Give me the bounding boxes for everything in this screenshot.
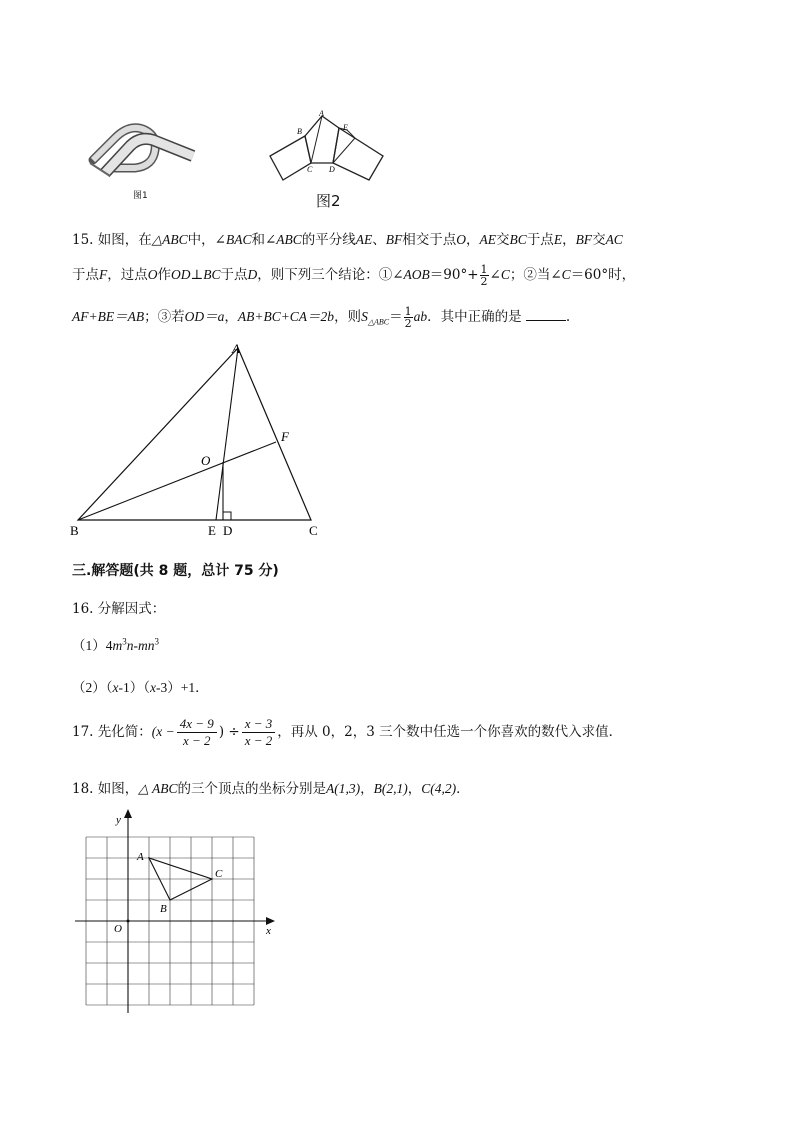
fig2-label-c: C — [307, 165, 313, 174]
x-axis-arrow — [266, 917, 275, 925]
q15-fig-label-c: C — [309, 523, 318, 538]
q18-coordinate-grid — [70, 808, 280, 1018]
q15-triangle-figure — [68, 338, 333, 543]
fraction-one-half-2: $\frac{1}{2}$ — [404, 305, 412, 330]
section-3-title: 三.解答题(共 8 题，总计 75 分) — [72, 563, 279, 579]
figure-1-knot — [85, 118, 200, 180]
q15-fig-label-f: F — [281, 429, 289, 444]
answer-blank[interactable] — [526, 308, 566, 321]
q16-part2: （2）（x-1）（x-3）+1． — [72, 680, 209, 695]
q15-fig-label-e: E — [208, 523, 216, 538]
q17-fraction-1: $\frac{4x - 9}{x - 2}$ — [177, 716, 217, 749]
fig2-label-b: B — [297, 127, 302, 136]
y-axis-label: y — [116, 814, 121, 826]
q16-part1: $(1)4m^3n-mn^3$ — [72, 636, 159, 653]
q15-fig-label-a: A — [232, 341, 240, 356]
figure-1-caption: 图1 — [133, 191, 148, 201]
origin-dot — [127, 920, 130, 923]
q15-fig-label-o: O — [201, 453, 211, 468]
fig2-label-e: E — [343, 123, 348, 132]
q15-line2: 于点F，过点O作OD⊥BC于点D，则下列三个结论：①∠AOB＝90°+ $\frac{1}{2}$ ∠C；②当∠C＝60°时， — [72, 263, 636, 288]
q17-fraction-2: $\frac{x - 3}{x - 2}$ — [242, 716, 276, 749]
q15-fig-label-d: D — [223, 523, 233, 538]
q15-line1: 15. 如图，在△ABC中，∠BAC和∠ABC的平分线AE、BF相交于点O，AE交BC于点E，BF交AC — [72, 232, 623, 248]
q18-line: 18. 如图，△ ABC的三个顶点的坐标分别是A(1,3)，B(2,1)，C(4,2)． — [72, 781, 470, 797]
q16-stem: 16. 分解因式： — [72, 601, 166, 617]
q15-fig-label-b: B — [70, 523, 79, 538]
point-a-label: A — [137, 851, 144, 863]
figure-2-folded-strip — [265, 108, 390, 188]
origin-label: O — [114, 923, 122, 935]
point-b-label: B — [160, 903, 167, 915]
figure-2-caption: 图2 — [316, 192, 341, 210]
fraction-one-half: $\frac{1}{2}$ — [480, 263, 488, 288]
point-c-label: C — [215, 868, 223, 880]
q17-line: 17. 先化简：(x − $\frac{4x - 9}{x - 2}$ ) ÷ $\frac{x - 3}{x - 2}$ ，再从 0，2，3 三个数中任选一个你喜欢的数代入求值． — [72, 716, 623, 748]
y-axis-arrow — [124, 809, 132, 818]
x-axis-label: x — [266, 925, 271, 937]
fig2-label-d: D — [329, 165, 335, 174]
fig2-label-a: A — [319, 109, 324, 118]
q15-line3: AF+BE＝AB；③若OD＝a，AB+BC+CA＝2b，则$S_{\triangle ABC}=$ $\frac{1}{2}$ ab．其中正确的是 . — [72, 305, 571, 330]
